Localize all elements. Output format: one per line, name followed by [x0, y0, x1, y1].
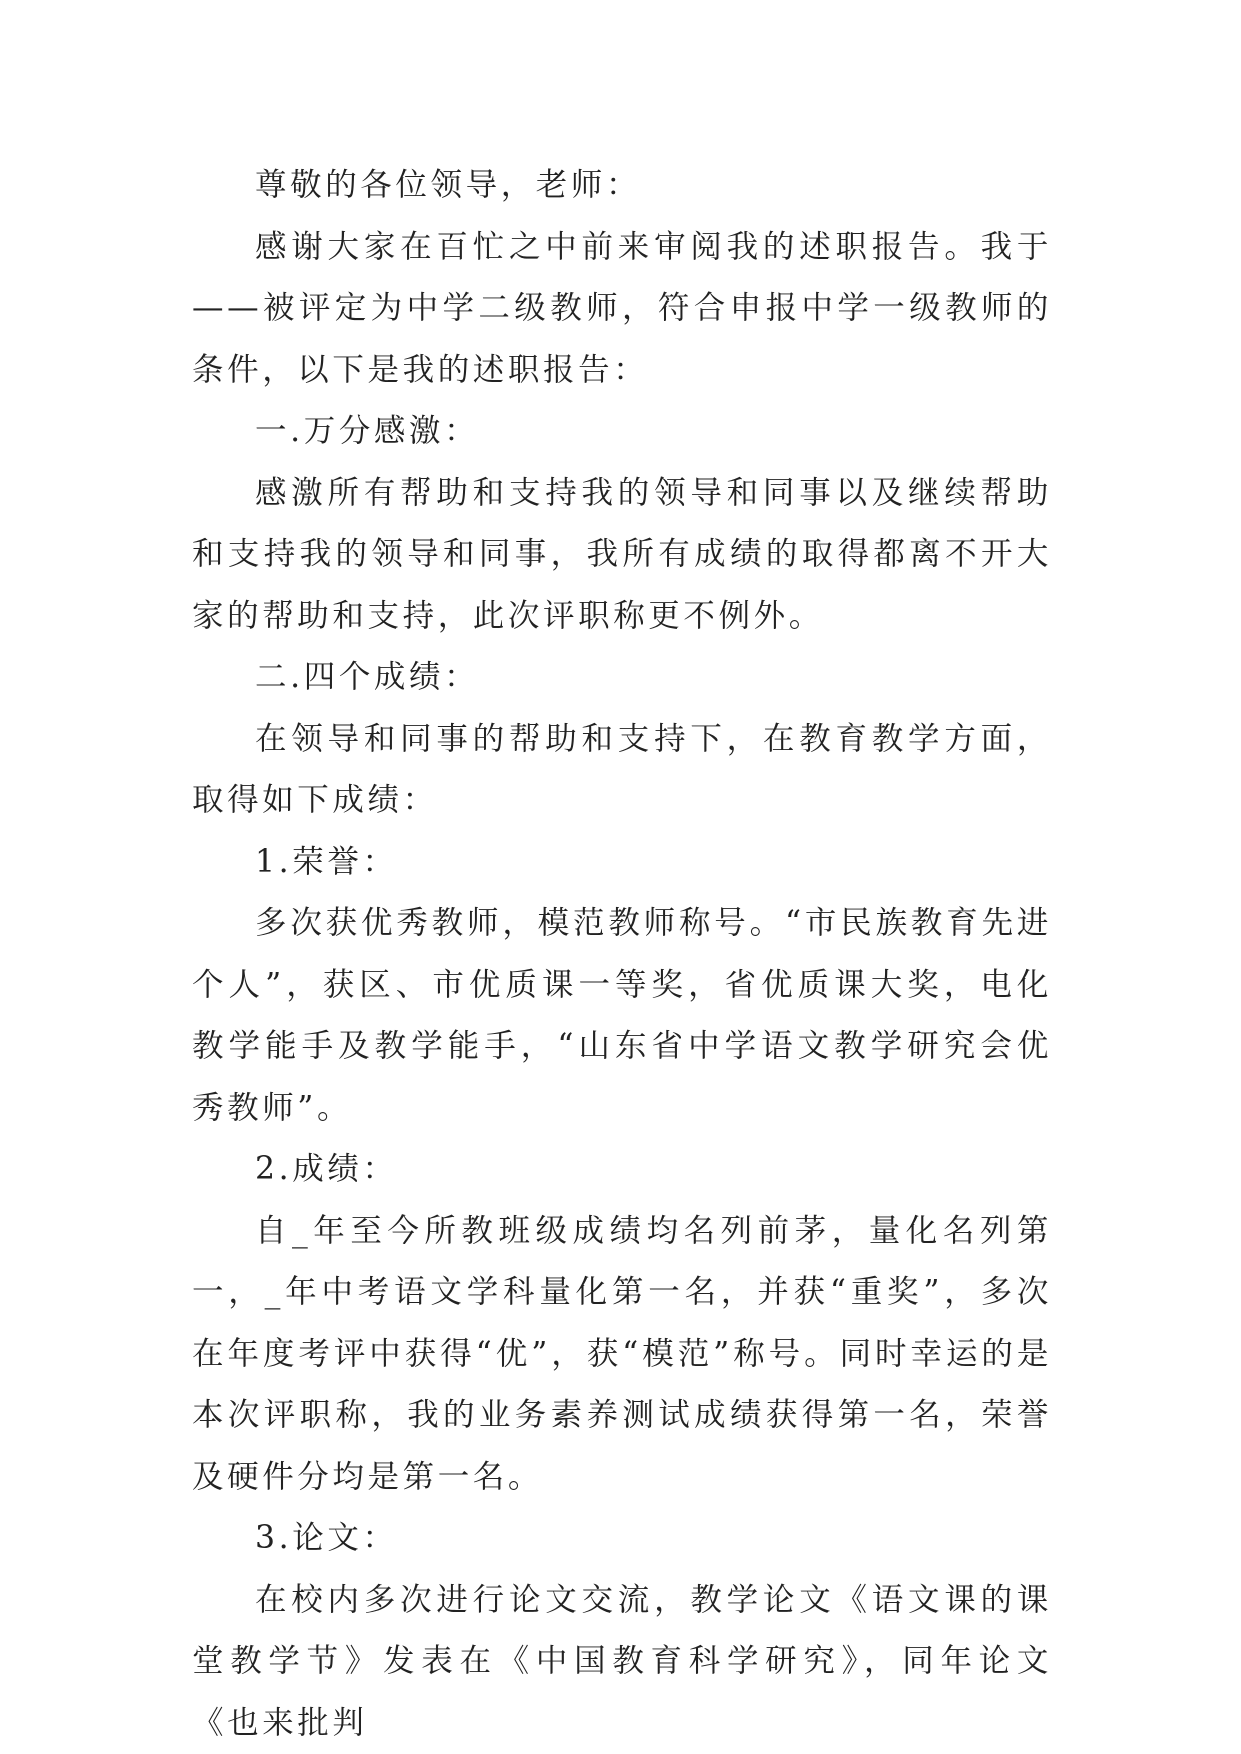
section-heading-achievements: 二.四个成绩： — [255, 659, 480, 695]
papers-paragraph: 在校内多次进行论文交流，教学论文《语文课的课堂教学节》发表在《中国教育科学研究》，同年论文《也来批判 — [192, 1581, 1052, 1741]
subheading-honors: 1.荣誉： — [255, 843, 398, 880]
subheading-results: 2.成绩： — [255, 1151, 398, 1187]
subheading-papers: 3.论文： — [255, 1520, 398, 1556]
document-body — [192, 155, 1052, 1754]
results-paragraph: 自_年至今所教班级成绩均名列前茅，量化名列第一，_年中考语文学科量化第一名，并获“重奖”，多次在年度考评中获得“优”，获“模范”称号。同时幸运的是本次评职称，我的业务素养测试成绩获得第一名，荣誉及硬件分均是第一名。 — [192, 1212, 1052, 1495]
intro-paragraph: 感谢大家在百忙之中前来审阅我的述职报告。我于——被评定为中学二级教师，符合申报中学一级教师的条件，以下是我的述职报告： — [192, 228, 1052, 388]
honors-paragraph: 多次获优秀教师，模范教师称号。“市民族教育先进个人”，获区、市优质课一等奖，省优质课大奖，电化教学能手及教学能手，“山东省中学语文教学研究会优秀教师”。 — [192, 905, 1052, 1126]
section-heading-gratitude: 一.万分感激： — [255, 413, 480, 449]
achievements-intro-paragraph: 在领导和同事的帮助和支持下，在教育教学方面，取得如下成绩： — [192, 720, 1052, 818]
salutation: 尊敬的各位领导，老师： — [255, 167, 642, 203]
gratitude-paragraph: 感激所有帮助和支持我的领导和同事以及继续帮助和支持我的领导和同事，我所有成绩的取得都离不开大家的帮助和支持，此次评职称更不例外。 — [192, 474, 1052, 634]
